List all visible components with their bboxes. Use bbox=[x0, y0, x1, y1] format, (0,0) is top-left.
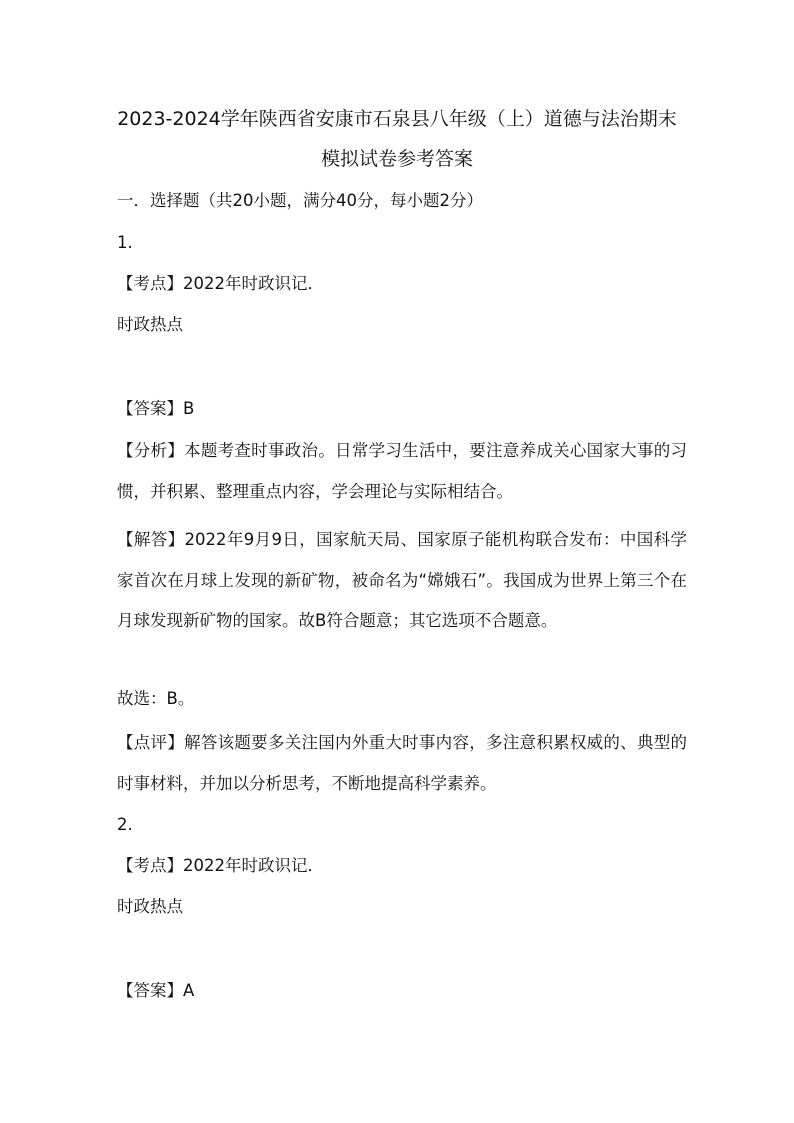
question-2-kaodian: 【考点】2022年时政识记． bbox=[117, 856, 324, 875]
question-1-answer: 【答案】B bbox=[117, 399, 195, 418]
question-1-number: 1. bbox=[117, 233, 133, 252]
question-1-kaodian: 【考点】2022年时政识记． bbox=[117, 274, 324, 293]
question-1-analysis: 【分析】本题考查时事政治。日常学习生活中，要注意养成关心国家大事的习惯，并积累、整理重点内容，学会理论与实际相结合。 bbox=[117, 441, 687, 501]
question-1-tag: 时政热点 bbox=[117, 315, 183, 334]
question-2-tag: 时政热点 bbox=[117, 897, 183, 916]
question-2-answer: 【答案】A bbox=[117, 981, 195, 1000]
question-1-solution: 【解答】2022年9月9日，国家航天局、国家原子能机构联合发布：中国科学家首次在月球上发现的新矿物，被命名为“嫦娥石”。我国成为世界上第三个在月球发现新矿物的国家。故B符合题意；其它选项不合题意。 bbox=[117, 530, 687, 630]
section-heading: 一．选择题（共20小题，满分40分，每小题2分） bbox=[117, 191, 483, 210]
document-title-line-2: 模拟试卷参考答案 bbox=[320, 148, 473, 170]
question-2-number: 2. bbox=[117, 815, 133, 834]
question-1-comment: 【点评】解答该题要多关注国内外重大时事内容，多注意积累权威的、典型的时事材料，并加以分析思考，不断地提高科学素养。 bbox=[117, 733, 687, 793]
question-1-choice: 故选：B。 bbox=[117, 689, 195, 708]
document-title-line-1: 2023-2024学年陕西省安康市石泉县八年级（上）道德与法治期末 bbox=[117, 108, 677, 130]
